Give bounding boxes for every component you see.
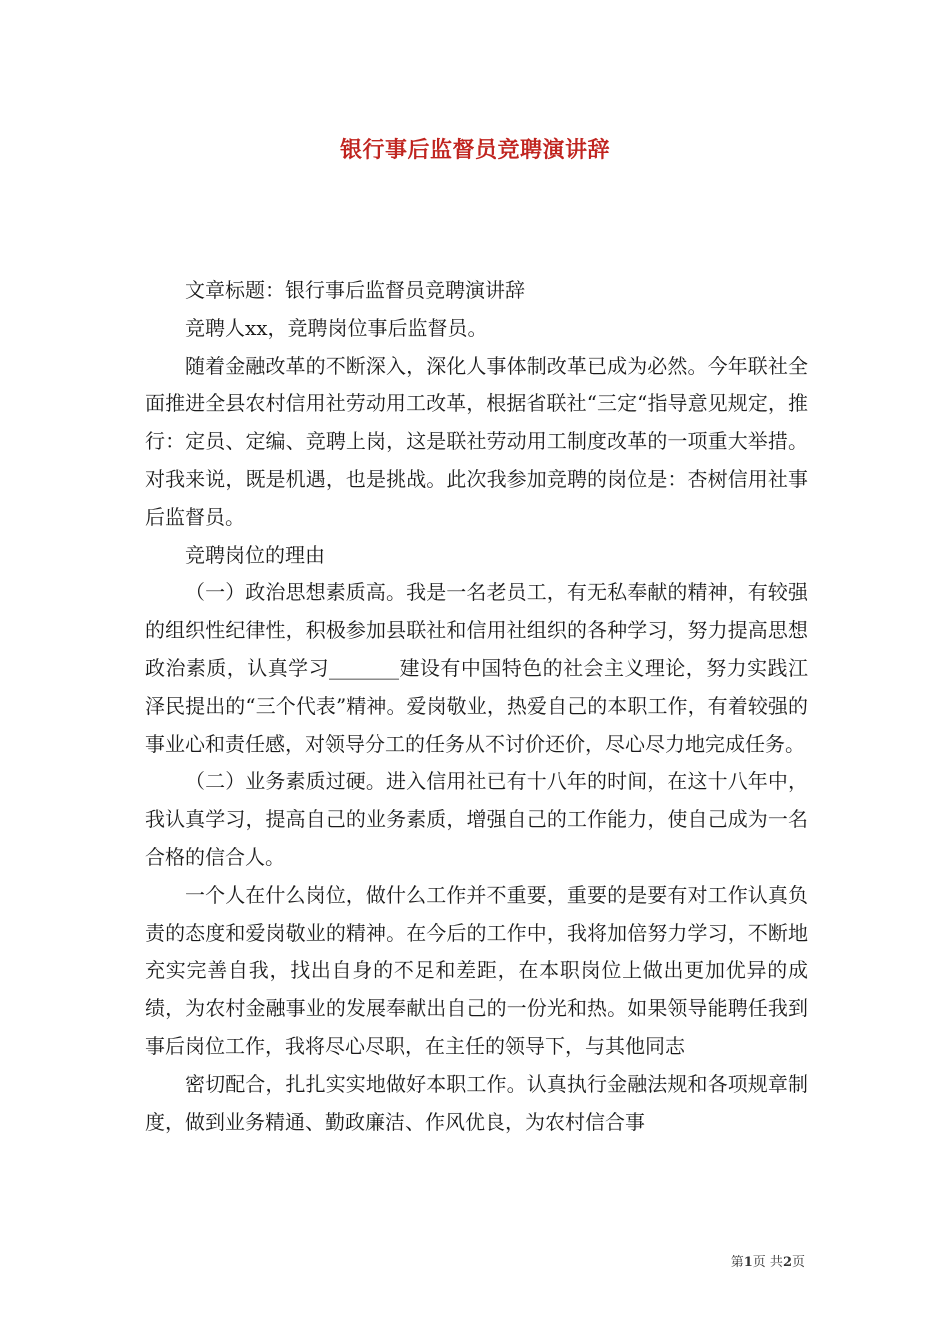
paragraph-reason-two: （二）业务素质过硬。进入信用社已有十八年的时间，在这十八年中，我认真学习，提高自己的业务素质，增强自己的工作能力，使自己成为一名合格的信合人。 — [145, 769, 808, 869]
paragraph-cooperation: 密切配合，扎扎实实地做好本职工作。认真执行金融法规和各项规章制度，做到业务精通、勤政廉洁、作风优良，为农村信合事 — [145, 1071, 808, 1134]
footer-suffix: 页 — [791, 1255, 805, 1270]
footer-middle: 页 共 — [752, 1255, 783, 1270]
paragraph-reason-one: （一）政治思想素质高。我是一名老员工，有无私奉献的精神，有较强的组织性纪律性，积极参加县联社和信用社组织的各种学习，努力提高思想政治素质，认真学习_______建设有中国特色的社会主义理论，努力实践江泽民提出的“三个代表”精神。爱岗敬业，热爱自己的本职工作，有着较强的事业心和责任感，对领导分工的任务从不讨价还价，尽心尽力地完成任务。 — [145, 580, 808, 756]
document-body — [145, 272, 808, 1141]
paragraph-intro: 随着金融改革的不断深入，深化人事体制改革已成为必然。今年联社全面推进全县农村信用社劳动用工改革，根据省联社“三定“指导意见规定，推行：定员、定编、竞聘上岗，这是联社劳动用工制度改革的一项重大举措。对我来说，既是机遇，也是挑战。此次我参加竞聘的岗位是：杏树信用社事后监督员。 — [145, 353, 808, 529]
current-page-number: 1 — [743, 1255, 753, 1270]
section-heading-reasons: 竞聘岗位的理由 — [185, 542, 325, 567]
document-title: 银行事后监督员竞聘演讲辞 — [339, 138, 610, 163]
footer-prefix: 第 — [730, 1255, 744, 1270]
page-number-footer — [731, 1251, 805, 1270]
total-page-number: 2 — [782, 1255, 792, 1270]
paragraph-commitment: 一个人在什么岗位，做什么工作并不重要，重要的是要有对工作认真负责的态度和爱岗敬业的精神。在今后的工作中，我将加倍努力学习，不断地充实完善自我，找出自身的不足和差距，在本职岗位上做出更加优异的成绩，为农村金融事业的发展奉献出自己的一份光和热。如果领导能聘任我到事后岗位工作，我将尽心尽职，在主任的领导下，与其他同志 — [145, 882, 808, 1058]
paragraph-article-title: 文章标题：银行事后监督员竞聘演讲辞 — [185, 278, 525, 302]
paragraph-candidate: 竞聘人xx，竞聘岗位事后监督员。 — [185, 315, 488, 340]
